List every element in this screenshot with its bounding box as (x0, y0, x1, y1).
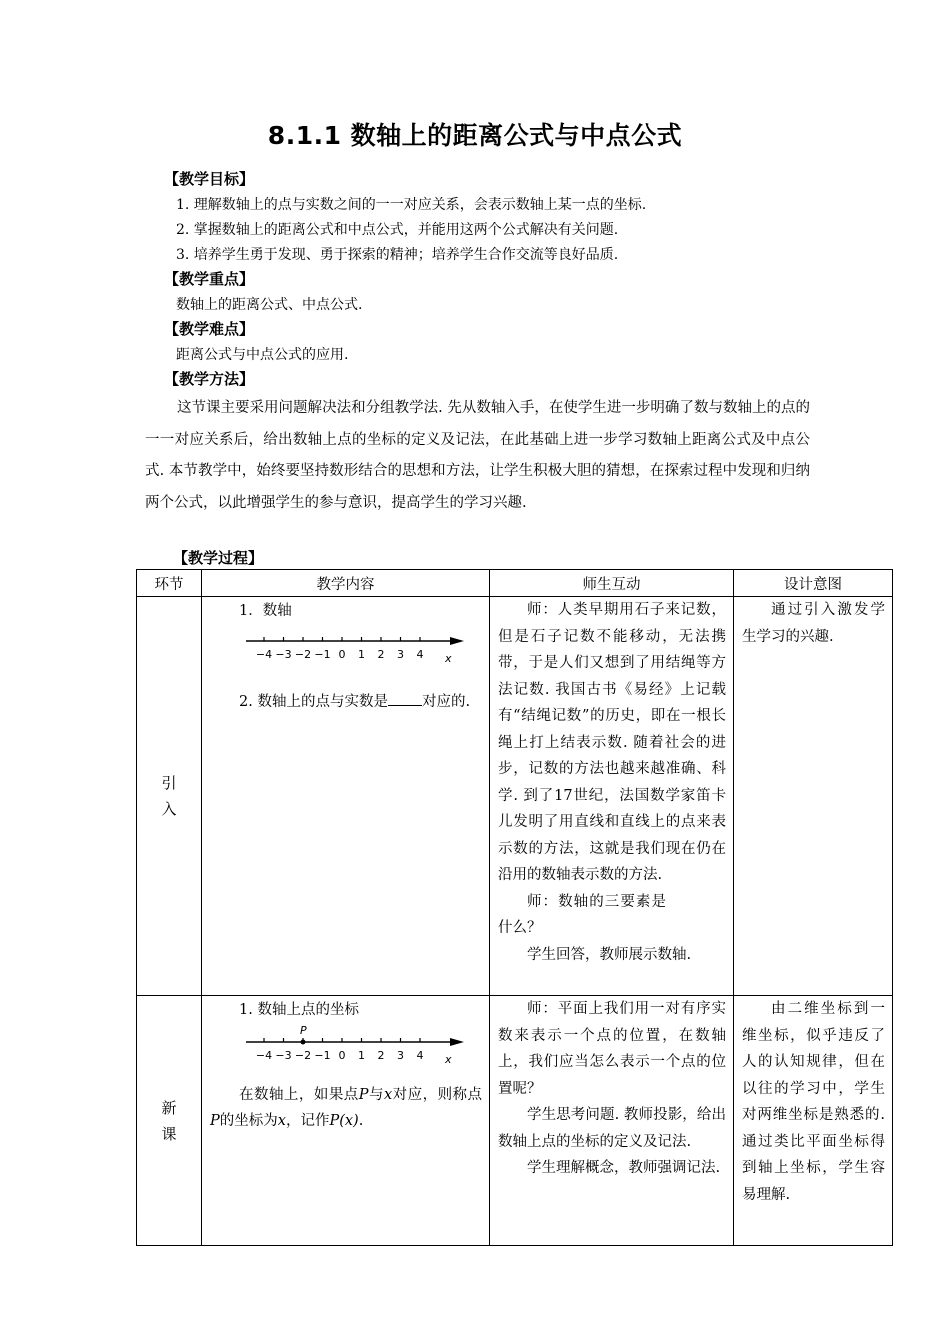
interaction-cell (490, 996, 734, 1246)
key-points-heading: 【教学重点】 (164, 270, 255, 288)
objective-item: 3. 培养学生勇于发现、勇于探索的精神；培养学生合作交流等良好品质. (176, 247, 619, 263)
number-line-figure (242, 1026, 472, 1070)
number-line-figure (242, 629, 472, 669)
intent-text: 通过引入激发学生学习的兴趣. (742, 602, 885, 645)
number-line-tick-label: 2 (377, 647, 385, 661)
content-cell (202, 996, 490, 1246)
number-line-tick-label: 4 (416, 647, 424, 661)
column-header: 设计意图 (734, 570, 893, 597)
page-title: 8.1.1 数轴上的距离公式与中点公式 (267, 121, 683, 150)
axis-label: x (445, 651, 452, 665)
axis-label: x (445, 1052, 452, 1066)
content-item: 2. 数轴上的点与实数是 对应的. (210, 689, 482, 716)
number-line-tick-label: −1 (314, 1048, 331, 1062)
point-p-label: P (300, 1025, 307, 1037)
content-item: 1. 数轴上点的坐标 (239, 1002, 359, 1018)
column-header: 教学内容 (202, 570, 490, 597)
content-cell (202, 597, 490, 996)
difficulties-heading: 【教学难点】 (164, 320, 255, 338)
intent-cell (734, 996, 893, 1246)
intent-text: 由二维坐标到一维坐标，似乎违反了人的认知规律，但在以往的学习中，学生对两维坐标是熟悉的. 通过类比平面坐标得到轴上坐标，学生容易理解. (742, 1001, 885, 1203)
number-line-tick-label: −4 (255, 647, 273, 661)
methods-text: 这节课主要采用问题解决法和分组教学法. 先从数轴入手，在使学生进一步明确了数与数轴上的点的一一对应关系后，给出数轴上点的坐标的定义及记法，在此基础上进一步学习数轴上距离公式及中点公式. 本节教学中，始终要坚持数形结合的思想和方法，让学生积极大胆的猜想，在探索过程中发现和归纳两个公式，以此增强学生的参与意识，提高学生的学习兴趣. (145, 400, 810, 511)
number-line-tick-label: −3 (275, 1048, 292, 1062)
axis-arrow-icon (450, 637, 464, 645)
number-line-tick-label: 2 (377, 1048, 385, 1062)
intent-cell (734, 597, 893, 996)
number-line-tick-label: 1 (358, 647, 365, 661)
process-heading: 【教学过程】 (173, 549, 264, 567)
stage-cell: 新 课 (137, 996, 202, 1246)
interaction-text: 师：人类早期用石子来记数，但是石子记数不能移动，无法携带，于是人们又想到了用结绳等方法记数. 我国古书《易经》上记载有“结绳记数”的历史，即在一根长绳上打上结表示数. 随着社会的进步，记数的方法也越来越准确、科学. 到了17世纪，法国数学家笛卡儿发明了用直线和直线上的点来表示数的方法，这就是我们现在仍在沿用的数轴表示数的方法. (498, 602, 726, 883)
interaction-text: 师：数轴的三要素是什么？ (498, 893, 666, 936)
number-line-tick-label: 4 (416, 1048, 424, 1062)
point-p-marker (301, 1039, 306, 1044)
answer-blank[interactable] (388, 691, 422, 706)
number-line-labels (256, 648, 424, 661)
number-line-tick-label: 0 (338, 647, 346, 661)
number-line-tick-label: −2 (294, 1048, 312, 1062)
number-line-tick-label: −1 (314, 647, 331, 661)
interaction-text: 学生思考问题. 教师投影，给出数轴上点的坐标的定义及记法. (498, 1107, 726, 1150)
methods-heading: 【教学方法】 (164, 370, 255, 388)
column-header: 环节 (137, 570, 202, 597)
number-line-tick-label: 3 (397, 647, 404, 661)
content-item: 1．数轴 (239, 603, 292, 619)
key-points-text: 数轴上的距离公式、中点公式. (176, 297, 363, 313)
table-row-intro (137, 597, 893, 996)
number-line-tick-label: 1 (358, 1048, 365, 1062)
interaction-text: 学生回答，教师展示数轴. (527, 946, 692, 963)
axis-arrow-icon (450, 1038, 464, 1046)
process-table (136, 569, 893, 1246)
definition-text: 在数轴上，如果点P与x对应，则称点P的坐标为x，记作P(x). (210, 1086, 483, 1129)
objectives-heading: 【教学目标】 (164, 170, 255, 188)
number-line-labels (256, 1049, 424, 1062)
table-row-new-lesson (137, 996, 893, 1246)
objective-item: 2. 掌握数轴上的距离公式和中点公式，并能用这两个公式解决有关问题. (176, 222, 619, 238)
column-header: 师生互动 (490, 570, 734, 597)
interaction-text: 学生理解概念，教师强调记法. (527, 1160, 721, 1176)
difficulties-text: 距离公式与中点公式的应用. (176, 347, 349, 363)
interaction-text: 师：平面上我们用一对有序实数来表示一个点的位置，在数轴上，我们应当怎么表示一个点的位置呢？ (498, 1001, 726, 1097)
objective-item: 1. 理解数轴上的点与实数之间的一一对应关系，会表示数轴上某一点的坐标. (176, 197, 647, 213)
number-line-tick-label: −3 (275, 647, 292, 661)
number-line-tick-label: −2 (294, 647, 312, 661)
number-line-tick-label: −4 (255, 1048, 273, 1062)
stage-cell: 引 入 (137, 597, 202, 996)
number-line-tick-label: 3 (397, 1048, 404, 1062)
number-line-tick-label: 0 (338, 1048, 346, 1062)
table-header-row (137, 570, 893, 597)
interaction-cell (490, 597, 734, 996)
